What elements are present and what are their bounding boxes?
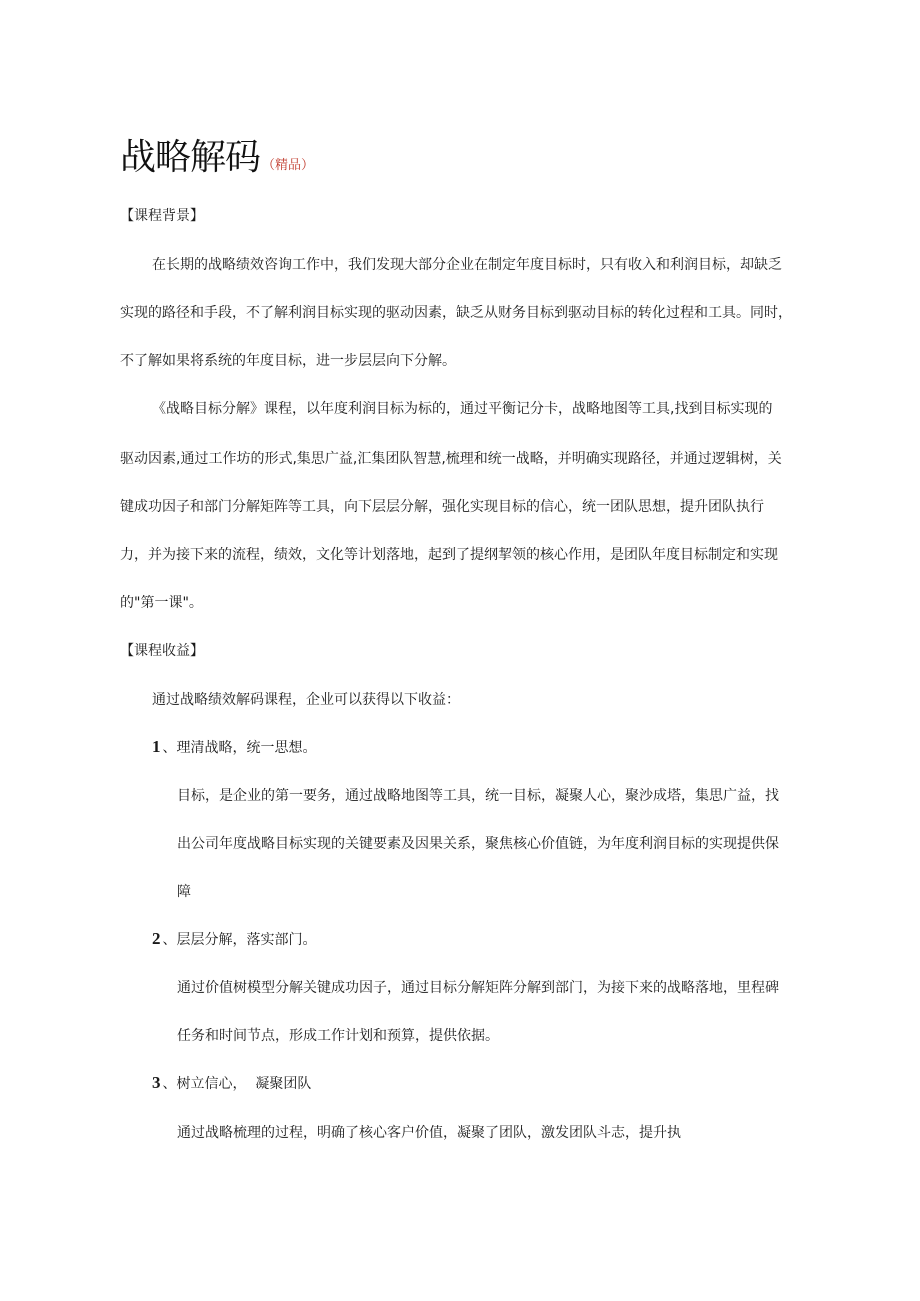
- benefits-intro: 通过战略绩效解码课程，企业可以获得以下收益：: [152, 692, 460, 708]
- paragraph-line: 驱动因素,通过工作坊的形式,集思广益,汇集团队智慧,梳理和统一战略，并明确实现路径，并通过逻辑树，关: [120, 451, 782, 467]
- benefit-heading-1: [152, 737, 317, 758]
- benefit-body-line: 通过战略梳理的过程，明确了核心客户价值，凝聚了团队，激发团队斗志，提升执: [177, 1125, 681, 1141]
- benefit-heading-2: [152, 929, 317, 950]
- benefit-body-line: 出公司年度战略目标实现的关键要素及因果关系，聚焦核心价值链，为年度利润目标的实现提供保: [177, 836, 779, 852]
- benefit-title: 、理清战略，统一思想。: [162, 740, 317, 756]
- section-heading-background: 【课程背景】: [120, 208, 204, 224]
- benefit-title: 、层层分解，落实部门。: [162, 932, 317, 948]
- paragraph-line: 的"第一课"。: [120, 595, 203, 611]
- paragraph-line: 力，并为接下来的流程，绩效，文化等计划落地，起到了提纲挈领的核心作用，是团队年度目标制定和实现: [120, 547, 778, 563]
- paragraph-line: 实现的路径和手段，不了解利润目标实现的驱动因素，缺乏从财务目标到驱动目标的转化过程和工具。同时，: [120, 305, 792, 321]
- page-title: [120, 136, 314, 180]
- paragraph-line: 不了解如果将系统的年度目标，进一步层层向下分解。: [120, 353, 456, 369]
- title-badge: （精品）: [262, 158, 315, 173]
- section-heading-benefits: 【课程收益】: [120, 643, 204, 659]
- benefit-body-line: 任务和时间节点，形成工作计划和预算，提供依据。: [177, 1028, 499, 1044]
- paragraph-line: 键成功因子和部门分解矩阵等工具，向下层层分解，强化实现目标的信心，统一团队思想，提升团队执行: [120, 499, 764, 515]
- benefit-number: 3: [152, 1073, 161, 1092]
- paragraph-line: 《战略目标分解》课程，以年度利润目标为标的，通过平衡记分卡，战略地图等工具,找到目标实现的: [152, 401, 773, 417]
- benefit-number: 1: [152, 737, 161, 756]
- title-main: 战略解码: [120, 137, 261, 178]
- benefit-heading-3: [152, 1073, 311, 1094]
- benefit-body-line: 障: [177, 884, 191, 900]
- paragraph-line: 在长期的战略绩效咨询工作中，我们发现大部分企业在制定年度目标时，只有收入和利润目标，却缺乏: [152, 257, 782, 273]
- benefit-body-line: 目标，是企业的第一要务，通过战略地图等工具，统一目标，凝聚人心，聚沙成塔，集思广益，找: [177, 788, 779, 804]
- benefit-number: 2: [152, 929, 161, 948]
- benefit-title: 、树立信心， 凝聚团队: [162, 1076, 312, 1092]
- benefit-body-line: 通过价值树模型分解关键成功因子，通过目标分解矩阵分解到部门，为接下来的战略落地，里程碑: [177, 980, 779, 996]
